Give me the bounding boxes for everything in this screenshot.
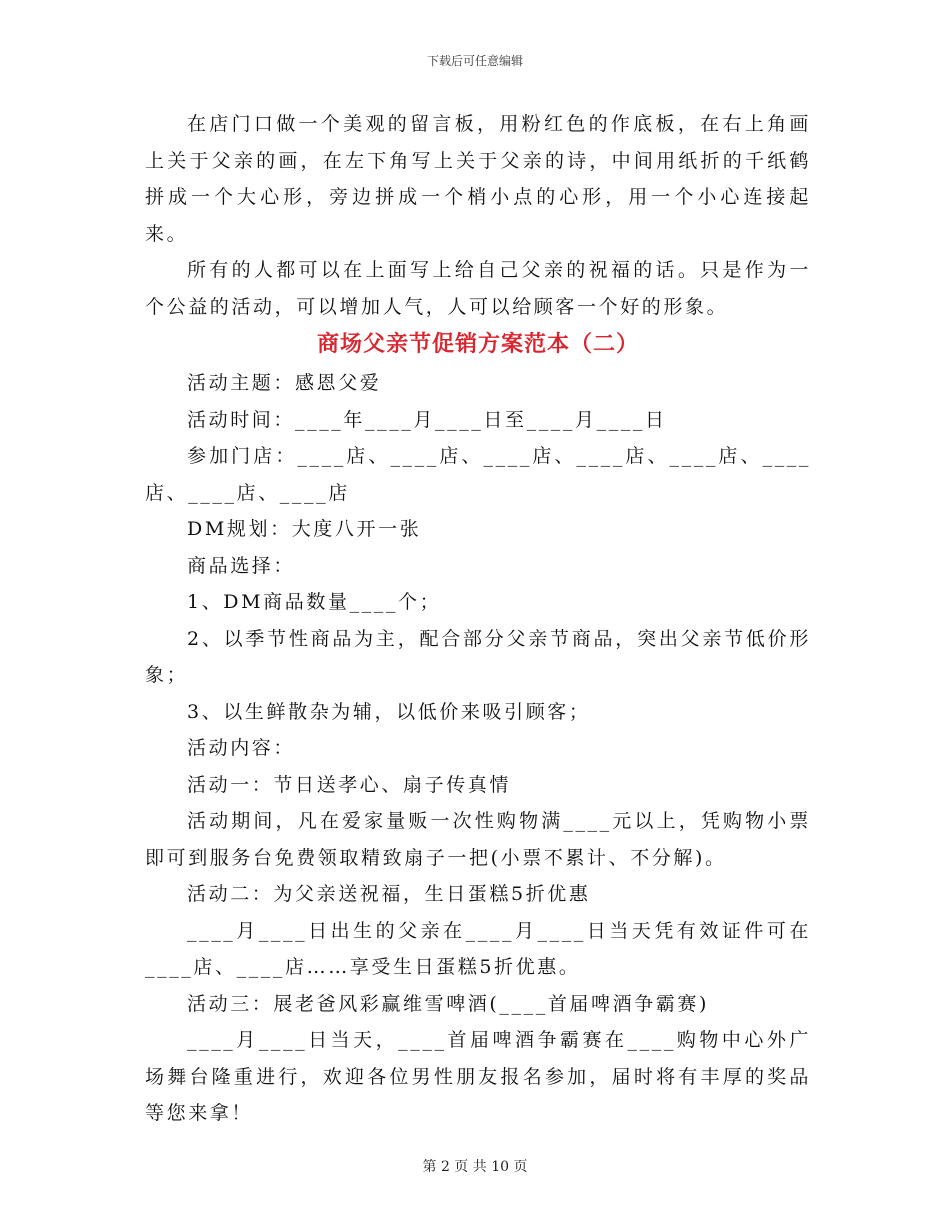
paragraph-time: 活动时间：____年____月____日至____月____日 (187, 408, 667, 431)
paragraph-activity-1-title: 活动一：节日送孝心、扇子传真情 (187, 773, 512, 796)
paragraph-theme: 活动主题：感恩父爱 (187, 372, 382, 394)
paragraph-blessing: 所有的人都可以在上面写上给自己父亲的祝福的话。只是作为一个公益的活动，可以增加人气，人可以给顾客一个好的形象。 (145, 259, 811, 318)
paragraph-activity-1-body: 活动期间，凡在爱家量贩一次性购物满____元以上，凭购物小票即可到服务台免费领取精致扇子一把(小票不累计、不分解)。 (145, 810, 811, 869)
paragraph-item-2: 2、以季节性商品为主，配合部分父亲节商品，突出父亲节低价形象； (145, 627, 811, 686)
page-footer: 第 2 页 共 10 页 (422, 1159, 528, 1175)
paragraph-activity-3-title: 活动三：展老爸风彩赢维雪啤酒(____首届啤酒争霸赛) (187, 992, 710, 1015)
paragraph-stores: 参加门店：____店、____店、____店、____店、____店、____店、____店、____店 (145, 445, 811, 504)
document-body (145, 106, 811, 1132)
paragraph-item-1: 1、DM商品数量____个； (187, 591, 442, 613)
page-header: 下载后可任意编辑 (426, 54, 523, 68)
paragraph-item-3: 3、以生鲜散杂为辅，以低价来吸引顾客； (187, 700, 591, 723)
paragraph-activity-content: 活动内容： (187, 737, 296, 759)
paragraph-activity-2-title: 活动二：为父亲送祝福，生日蛋糕5折优惠 (187, 883, 591, 905)
paragraph-activity-2-body: ____月____日出生的父亲在____月____日当天凭有效证件可在____店、____店……享受生日蛋糕5折优惠。 (145, 919, 811, 978)
paragraph-dm-plan: DM规划：大度八开一张 (187, 518, 422, 540)
paragraph-product-selection: 商品选择： (187, 554, 296, 577)
paragraph-activity-3-body: ____月____日当天，____首届啤酒争霸赛在____购物中心外广场舞台隆重进行，欢迎各位男性朋友报名参加，届时将有丰厚的奖品等您来拿！ (145, 1029, 811, 1124)
section-title: 商场父亲节促销方案范本（二） (316, 332, 639, 357)
paragraph-message-board: 在店门口做一个美观的留言板，用粉红色的作底板，在右上角画上关于父亲的画，在左下角写上关于父亲的诗，中间用纸折的千纸鹤拼成一个大心形，旁边拼成一个梢小点的心形，用一个小心连接起来。 (145, 113, 811, 245)
